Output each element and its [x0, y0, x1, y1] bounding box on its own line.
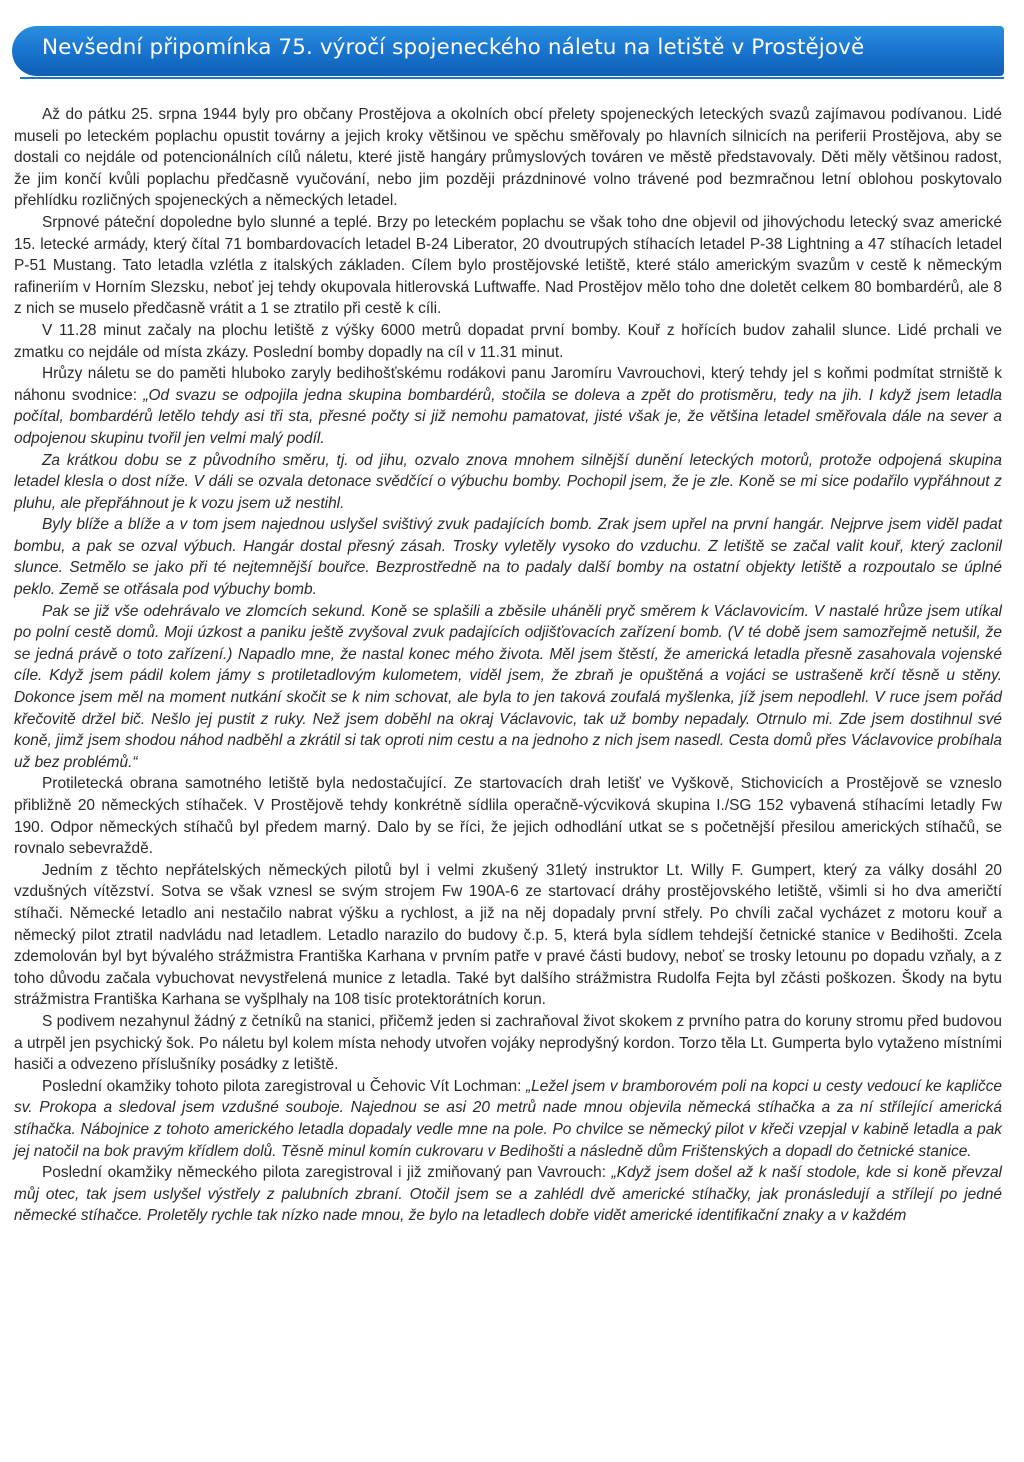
paragraph-5 [14, 450, 1002, 515]
paragraph-4 [14, 363, 1002, 449]
paragraph-text: Jedním z těchto nepřátelských německých pilotů byl i velmi zkušený 31letý instruktor Lt. Willy F. Gumpert, který za války dosáhl 20 vzdušných vítězství. Sotva se však vznesl se svým strojem Fw 190A-6 ze startovací dráhy prostějovského letiště, všimli si ho dva američtí stíhači. Německé letadlo ani nestačilo nabrat výšku a rychlost, a již na něj dopadaly první střely. Po chvíli začal vycházet z motoru kouř a německý pilot ztratil nadvládu nad letadlem. Letadlo narazilo do budovy č.p. 5, která byla sídlem tehdejší četnické stanice v Bedihošti. Zcela zdemolován byl byt bývalého strážmistra Františka Karhana v prvním patře v pravé části budovy, neboť se trosky letounu po dopadu vzňaly, a z toho důvodu začala vybuchovat nevystřelená munice z letadla. Také byt dalšího strážmistra Rudolfa Fejta byl zčásti poškozen. Škody na bytu strážmistra Františka Karhana se vyšplhaly na 108 tisíc protektorátních korun. [14, 861, 1002, 1009]
paragraph-1 [14, 104, 1002, 212]
paragraph-6 [14, 514, 1002, 600]
paragraph-quote: Za krátkou dobu se z původního směru, tj. od jihu, ozvalo znova mnohem silnější dunění leteckých motorů, protože odpojená skupina letadel klesla o dost níže. V dáli se ozvala detonace svědčící o výbuchu bomby. Pochopil jsem, že je zle. Koně se mi sice podařilo vypřáhnout z pluhu, ale přepřáhnout je k vozu jsem už nestihl. [14, 451, 1002, 512]
paragraph-text: Až do pátku 25. srpna 1944 byly pro občany Prostějova a okolních obcí přelety spojeneckých leteckých svazů zajímavou podívanou. Lidé museli po leteckém poplachu opustit továrny a jejich kroky většinou ve spěchu směřovaly po hlavních silnicích na periferii Prostějova, aby se dostali co nejdále od potencionálních cílů náletu, které jistě hangáry průmyslových továren ve městě představovaly. Děti měly většinou radost, že jim končí kvůli poplachu předčasně vyučování, nebo jim později prázdninové volno trávené pod bezmračnou letní oblohou poskytovalo přehlídku rozličných spojeneckých a německých letadel. [14, 106, 1002, 210]
paragraph-text: Poslední okamžiky německého pilota zaregistroval i již zmiňovaný pan Vavrouch: [42, 1164, 612, 1182]
header-underline [20, 77, 1004, 79]
paragraph-text: Hrůzy náletu se do paměti hluboko zaryly bedihošťskému rodákovi panu Jaromíru Vavrouchovi, který tehdy jel s koňmi podmítat strniště k náhonu svodnice: [14, 365, 1002, 404]
paragraph-text: V 11.28 minut začaly na plochu letiště z výšky 6000 metrů dopadat první bomby. Kouř z hořících budov zahalil slunce. Lidé prchali ve zmatku co nejdále od místa zkázy. Poslední bomby dopadly na cíl v 11.31 minut. [14, 321, 1002, 361]
article-header [12, 26, 1004, 78]
paragraph-8 [14, 773, 1002, 859]
paragraph-3 [14, 320, 1002, 363]
paragraph-9 [14, 860, 1002, 1011]
paragraph-10 [14, 1011, 1002, 1076]
paragraph-text: Poslední okamžiky tohoto pilota zaregistroval u Čehovic Vít Lochman: [42, 1077, 527, 1095]
paragraph-quote: Byly blíže a blíže a v tom jsem najednou uslyšel svištivý zvuk padajících bomb. Zrak jsem upřel na první hangár. Nejprve jsem viděl padat bombu, a pak se ozval výbuch. Hangár dostal přesný zásah. Trosky vyletěly vysoko do vzduchu. Z letiště se začal valit kouř, který zaclonil slunce. Setmělo se jako při té nejtemnější bouřce. Bezprostředně na to padaly další bomby na ostatní objekty letiště a rozpoutalo se úplné peklo. Země se otřásala pod výbuchy bomb. [14, 516, 1002, 599]
paragraph-text: Protiletecká obrana samotného letiště byla nedostačující. Ze startovacích drah letišť ve Vyškově, Stichovicích a Prostějově se vzneslo přibližně 20 německých stíhaček. V Prostějově tehdy konkrétně sídlila operačně-výcviková skupina I./SG 152 vybavená stíhacími letadly Fw 190. Odpor německých stíhačů byl předem marný. Dalo by se říci, že jejich odhodlání utkat se s početnější přesilou amerických stíhačů, se rovnalo sebevraždě. [14, 775, 1002, 858]
paragraph-text: S podivem nezahynul žádný z četníků na stanici, přičemž jeden si zachraňoval život skokem z prvního patra do koruny stromu před budovou a utrpěl jen psychický šok. Po náletu byl kolem místa nehody utvořen vojáky neprodyšný kordon. Torzo těla Lt. Gumperta bylo vytaženo místními hasiči a odvezeno příslušníky posádky z letiště. [14, 1012, 1002, 1074]
article-title: Nevšední připomínka 75. výročí spojeneckého náletu na letiště v Prostějově [42, 35, 865, 60]
paragraph-quote: Pak se již vše odehrávalo ve zlomcích sekund. Koně se splašili a zběsile uháněli pryč směrem k Václavovicím. V nastalé hrůze jsem utíkal po polní cestě domů. Moji úzkost a paniku ještě zvyšoval zvuk padajících odjišťovacích zařízení bomb. (V té době jsem samozřejmě netušil, že se jedná právě o toto zařízení.) Napadlo mne, že nastal konec mého života. Měl jsem štěstí, že americká letadla přesně zasahovala vojenské cíle. Když jsem pádil kolem jámy s protiletadlovým kulometem, viděl jsem, že zbraň je opuštěná a vojáci se ustrašeně krčí těsně u stěny. Dokonce jsem měl na moment nutkání skočit se k nim schovat, ale byla to jen taková zoufalá myšlenka, jíž jsem nepodlehl. V ruce jsem pořád křečovitě držel bič. Nešlo jej pustit z ruky. Než jsem doběhl na okraj Václavovic, tak už bomby nepadaly. Otrnulo mi. Zde jsem dostihnul své koně, jimž jsem shodou náhod nadběhl a zkrátil si tak oproti nim cestu a na jednoho z nich jsem nasedl. Cesta domů přes Václavovice probíhala už bez problémů.“ [14, 602, 1002, 771]
paragraph-text: Srpnové páteční dopoledne bylo slunné a teplé. Brzy po leteckém poplachu se však toho dne objevil od jihovýchodu letecký svaz americké 15. letecké armády, který čítal 71 bombardovacích letadel B-24 Liberator, 20 dvoutrupých stíhacích letadel P-38 Lightning a 47 stíhacích letadel P-51 Mustang. Tato letadla vzlétla z italských základen. Cílem bylo prostějovské letiště, které stálo americkým svazům v cestě k německým rafineriím v Horním Slezsku, neboť jej tehdy okupovala hitlerovská Luftwaffe. Nad Prostějov mělo toho dne doletět celkem 80 bombardérů, ale 8 z nich se muselo předčasně vrátit a 1 se ztratilo při cestě k cíli. [14, 213, 1002, 318]
paragraph-2 [14, 212, 1002, 320]
paragraph-quote: „Ležel jsem v bramborovém poli na kopci u cesty vedoucí ke kapličce sv. Prokopa a sledoval jsem vzdušné souboje. Najednou se asi 20 metrů nade mnou objevila německá stíhačka a za ní střílející americká stíhačka. Nábojnice z tohoto amerického letadla dopadaly vedle mne na pole. Po chvilce se německý pilot v křeči vzepjal v kabině letadla a pak jej natočil na bok pravým křídlem dolů. Těsně minul komín cukrovaru v Bedihošti a následně dům Frištenských a dopadl do četnické stanice. [14, 1077, 1002, 1160]
paragraph-12 [14, 1162, 1002, 1227]
paragraph-quote: „Od svazu se odpojila jedna skupina bombardérů, stočila se doleva a zpět do protisměru, tedy na jih. I když jsem letadla počítal, bombardérů letělo tehdy asi tři sta, přesné počty si již nemohu pamatovat, jisté však je, že většina letadel směřovala dále na sever a odpojenou skupinu tvořil jen velmi malý podíl. [14, 386, 1003, 447]
paragraph-quote: „Když jsem došel až k naší stodole, kde si koně převzal můj otec, tak jsem uslyšel výstřely z palubních zbraní. Otočil jsem se a zahlédl dvě americké stíhačky, jak pronásledují a střílejí po jedné německé stíhačce. Proletěly rychle tak nízko nade mnou, že bylo na letadlech dobře vidět americké identifikační znaky a v každém [14, 1164, 1002, 1225]
paragraph-7 [14, 601, 1002, 774]
paragraph-11 [14, 1076, 1002, 1162]
header-bar [12, 26, 1004, 76]
article-body [14, 104, 1002, 1227]
